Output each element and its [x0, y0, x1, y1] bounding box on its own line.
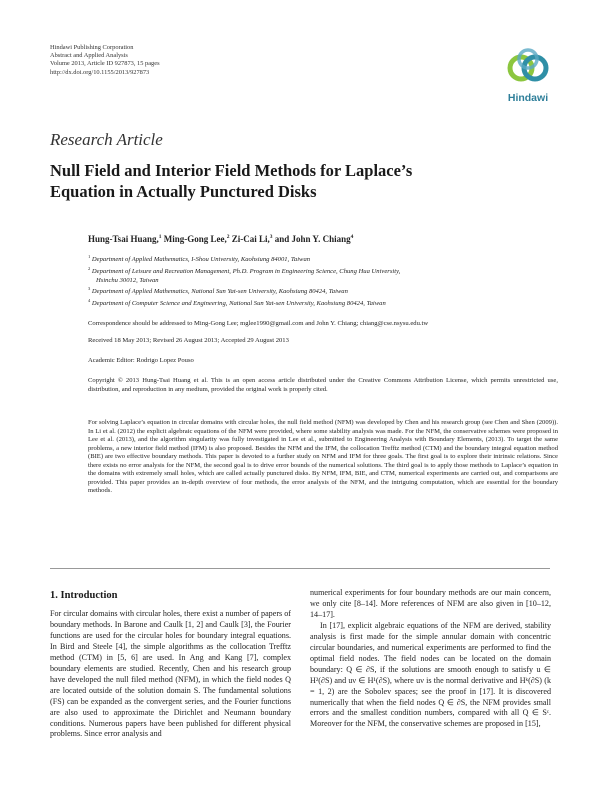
right-column [310, 588, 551, 730]
volume-info: Volume 2013, Article ID 927873, 15 pages [50, 60, 160, 68]
affiliation-number: 4 [88, 297, 91, 303]
paragraph: For circular domains with circular holes, there exist a number of papers of boundary methods. In Barone and Caulk [1, 2] and Caulk [3], the Fourier functions are used for the circular holes for boundary integral equations. In Bird and Steele [4], the simple algorithms as the collocation Trefftz method (CTM) in [5, 6] are used. In Ang and Kang [7], complex boundary elements are studied. Recently, Chen and his research group have developed the null filed method (NFM), in which the field nodes Q are located outside of the solution domain S. The fundamental solutions (FS) can be expanded as the convergent series, and the Fourier functions are also used to approximate the Dirichlet and Neumann boundary conditions. Numerous papers have been published for different physical problems. Since error analysis and [50, 609, 291, 739]
affiliation-number: 1 [88, 254, 91, 259]
author-list [88, 234, 353, 244]
doi-link[interactable]: http://dx.doi.org/10.1155/2013/927873 [50, 68, 150, 76]
abstract: For solving Laplace’s equation in circular domains with circular holes, the null field method (NFM) was developed by Chen and his research group (see Chen and Shen (2009)). In Li et al. (2012) the explicit algebraic equations of the NFM were provided, where some stability analysis was made. For the NFM, the conservative schemes were proposed in Lee et al. (2013), and the algorithm singularity was fully investigated in Lee et al., submitted to Engineering Analysis with Boundary Elements, (2013). To target the same problems, a new interior field method (IFM) is also proposed. Besides the NFM and the IFM, the collocation Trefftz method (CTM) and the boundary integral equation method (BIE) are two effective boundary methods. This paper is devoted to a further study on NFM and IFM for three goals. The first goal is to explore their intrinsic relations. Since there exists no error analysis for the NFM, the second goal is to drive error bounds of the numerical solutions. The third goal is to apply those methods to Laplace’s equation in the domains with extremely small holes, which are called actually punctured disks. By NFM, IFM, BIE, and CTM, numerical experiments are carried out, and comparisons are provided. This paper provides an in-depth overview of four methods, the error analysis of the NFM, and the intriguing computation, which are essential for the boundary methods. [88, 419, 558, 495]
author-name: Ming-Gong Lee, [163, 234, 227, 244]
affiliation-text: Department of Leisure and Recreation Management, Ph.D. Program in Engineering Science, Chung Hua University, [91, 267, 401, 275]
logo-text: Hindawi [507, 92, 549, 104]
affiliation-text: Department of Applied Mathematics, I-Shou University, Kaohsiung 84001, Taiwan [91, 256, 311, 264]
dates: Received 18 May 2013; Revised 26 August 2013; Accepted 29 August 2013 [88, 337, 289, 344]
logo-rings-icon [499, 42, 557, 92]
author-affil-ref: 1 [158, 234, 162, 240]
affiliation-number: 3 [88, 286, 91, 292]
affiliation-number: 2 [88, 265, 91, 271]
article-title [50, 160, 530, 202]
publisher: Hindawi Publishing Corporation [50, 44, 134, 51]
section-heading: 1. Introduction [50, 590, 118, 601]
affiliation [88, 253, 558, 265]
affiliation [88, 265, 558, 277]
affiliation [88, 297, 558, 309]
journal-name: Abstract and Applied Analysis [50, 52, 128, 60]
academic-editor: Academic Editor: Rodrigo Lopez Pouso [88, 357, 194, 364]
author-affil-ref: 2 [226, 234, 230, 240]
article-type: Research Article [50, 130, 163, 149]
section-divider [50, 568, 550, 569]
affiliation [88, 285, 558, 297]
paragraph: numerical experiments for four boundary methods are our main concern, we only cite [8–14]. More references of NFM are also given in [10–12, 14–17]. [310, 588, 551, 619]
title-line-2: Equation in Actually Punctured Disks [50, 182, 317, 201]
title-line-1: Null Field and Interior Field Methods for Laplace’s [50, 161, 413, 180]
hindawi-logo [499, 42, 557, 104]
author-name: Zi-Cai Li, [231, 234, 270, 244]
author-name: and John Y. Chiang [274, 234, 351, 244]
journal-header [50, 44, 160, 77]
affiliation-continuation: Hsinchu 30012, Taiwan [96, 276, 159, 284]
affiliation-text: Department of Applied Mathematics, National Sun Yat-sen University, Kaohsiung 80424, Taiwan [91, 288, 348, 296]
author-affil-ref: 3 [269, 234, 273, 240]
author-name: Hung-Tsai Huang, [88, 234, 159, 244]
paragraph: In [17], explicit algebraic equations of the NFM are derived, stability analysis is first made for the simple annular domain with concentric circular boundaries, and numerical experiments are performed to find the optimal field nodes. The field nodes can be located on the domain boundary: Q ∈ ∂S, if the solutions are smooth enough to satisfy u ∈ H²(∂S) and uν ∈ H¹(∂S), where uν is the normal derivative and Hᵏ(∂S) (k = 1, 2) are the Sobolev spaces; see the proof in [17]. It is discovered numerically that when the field nodes Q ∈ ∂S, the NFM provides small errors and the smallest condition numbers, compared with all Q ∈ Sᶜ. Moreover for the NFM, the conservative schemes are proposed in [15], [310, 620, 551, 729]
correspondence: Correspondence should be addressed to Ming-Gong Lee; mglee1990@gmail.com and John Y. Chiang; chiang@cse.nsysu.edu.tw [88, 320, 429, 327]
author-affil-ref: 4 [350, 234, 354, 240]
affiliation-text: Department of Computer Science and Engineering, National Sun Yat-sen University, Kaohsiung 80424, Taiwan [91, 300, 386, 308]
left-column [50, 609, 291, 740]
copyright-notice: Copyright © 2013 Hung-Tsai Huang et al. This is an open access article distributed under the Creative Commons Attribution License, which permits unrestricted use, distribution, and reproduction in any medium, provided the original work is properly cited. [88, 377, 558, 393]
affiliations [88, 253, 558, 309]
